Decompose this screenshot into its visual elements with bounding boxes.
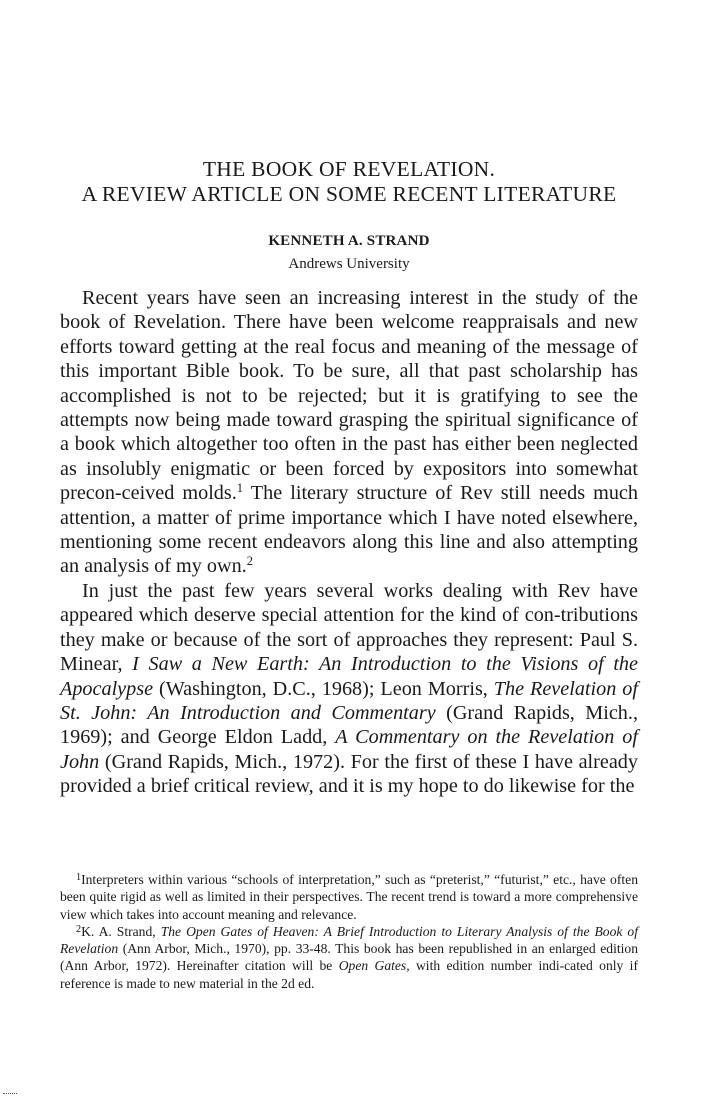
article-body: [60, 286, 638, 799]
author-name: KENNETH A. STRAND: [268, 233, 430, 249]
article-title-line-2: A REVIEW ARTICLE ON SOME RECENT LITERATURE: [81, 182, 617, 206]
footnote-1-number: 1: [76, 871, 82, 883]
body-paragraph-2: [60, 579, 638, 799]
footnote-2-text-c: with edition number indi-cated only if reference is made to new material in the 2d ed.: [60, 958, 638, 991]
footnote-1: [60, 871, 638, 923]
footnote-2: [60, 923, 638, 992]
paragraph-2-text-a: In just the past few years several works dealing with Rev have appeared which deserve special attention for the kind of con-tributions they make or because of the sort of approaches they represent: Paul S. Minear,: [60, 579, 638, 676]
paragraph-1-text-b: The literary structure of Rev still needs much attention, a matter of prime importance which I have noted elsewhere, mentioning some recent endeavors along this line and also attempting an analysis of my own.: [60, 482, 638, 578]
book-title-minear: I Saw a New Earth: An Introduction to the Visions of the Apocalypse: [60, 653, 638, 700]
footnote-ref-2[interactable]: 2: [246, 554, 253, 569]
paragraph-1-text-a: Recent years have seen an increasing interest in the study of the book of Revelation. There have been welcome reappraisals and new efforts toward getting at the real focus and meaning of the message of this important Bible book. To be sure, all that past scholarship has accomplished is not to be rejected; but it is gratifying to see the attempts now being made toward grasping the spiritual significance of a book which altogether too often in the past has either been neglected as insolubly enigmatic or been forced by expositors into somewhat precon-ceived molds.: [60, 287, 638, 505]
book-title-morris: The Revelation of St. John: An Introduction and Commentary: [60, 677, 638, 724]
author-affiliation: Andrews University: [288, 256, 410, 272]
scan-corner-mark: [3, 1093, 17, 1095]
footnote-2-short-title: Open Gates,: [338, 958, 410, 974]
footnotes: [60, 871, 638, 992]
footnote-2-text-a: K. A. Strand,: [81, 923, 161, 939]
article-title-line-1: THE BOOK OF REVELATION.: [202, 157, 496, 181]
body-paragraph-1: [60, 286, 638, 579]
paragraph-2-text-d: (Grand Rapids, Mich., 1972). For the first of these I have already provided a brief critical review, and it is my hope to do likewise for the: [60, 750, 638, 798]
paragraph-2-text-c: (Grand Rapids, Mich., 1969); and George Eldon Ladd,: [60, 701, 638, 749]
footnote-2-book-title: The Open Gates of Heaven: A Brief Introduction to Literary Analysis of the Book of Revelation: [60, 923, 639, 957]
footnote-2-text-b: (Ann Arbor, Mich., 1970), pp. 33-48. This book has been republished in an enlarged edition (Ann Arbor, 1972). Hereinafter citation will be: [60, 941, 638, 974]
footnote-1-text: Interpreters within various “schools of interpretation,” such as “preterist,” “futurist,” etc., have often been quite rigid as well as limited in their perspectives. The recent trend is toward a more comprehensive view which takes into account meaning and relevance.: [60, 872, 638, 922]
footnote-2-number: 2: [76, 923, 82, 935]
footnote-ref-1[interactable]: 1: [236, 481, 244, 496]
paragraph-2-text-b: (Washington, D.C., 1968); Leon Morris,: [153, 677, 494, 700]
book-title-ladd: A Commentary on the Revelation of John: [60, 726, 638, 773]
